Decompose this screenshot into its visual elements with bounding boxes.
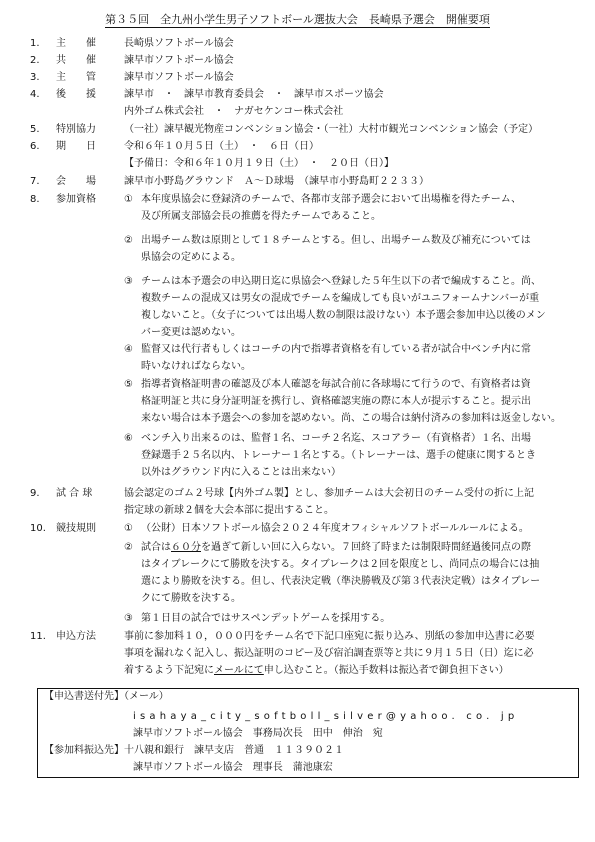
eligibility-2-line2: 県協会の定めによる。 [141,252,241,263]
eligibility-6-line2: 登録選手２５名以内、トレーナー１名とする。（トレーナーは、選手の健康に関するとき [141,450,536,461]
eligibility-4: ④ 監督又は代行者もしくはコーチの内で指導者資格を有している者が試合中ベンチ内に常 [124,344,531,355]
item-sponsors: 4. 後 援 諫早市 ・ 諫早市教育委員会 ・ 諫早市スポーツ協会 [30,89,384,100]
eligibility-3-line2: 複数チームの混成又は男女の混成でチームを編成しても良いがユニフォームナンバーが重 [141,293,540,304]
item-application-line2: 事項を漏れなく記入し、振込証明のコピー及び宿泊調査票等と共に９月１５日（日）迄に必 [124,648,534,659]
eligibility-3-line4: バー変更は認めない。 [141,327,241,338]
rule-3: ③ 第１日目の試合ではサスペンデットゲームを採用する。 [124,613,391,624]
item-sponsors-line2: 内外ゴム株式会社 ・ ナガセケンコー株式会社 [124,106,344,117]
rule-2-line3: 選により勝敗を決する。但し、代表決定戦（準決勝戦及び第３代表決定戦）はタイブレー [141,576,541,587]
item-application-line3: 着するよう下記宛にメールにて申し込むこと。（振込手数料は振込者で御負担下さい） [124,665,509,676]
send-recipient: 諫早市ソフトボール協会 事務局次長 田中 伸治 宛 [133,728,383,739]
item-dates: 6. 期 日 令和６年１０月５日（土） ・ ６日（日） [30,141,319,152]
eligibility-6-line3: 以外はグラウンド内に入ることは出来ない） [141,467,341,478]
item-venue: 7. 会 場 諫早市小野島グラウンド Ａ～Ｄ球場 （諫早市小野島町２２３３） [30,176,429,187]
eligibility-5-line2: 格証明証と共に身分証明証を携行し、資格確認実施の際に本人が提示すること。提示出 [141,396,531,407]
rule-2: ② 試合は６０分を過ぎて新しい回に入らない。７回終了時または制限時間経過後同点の際 [124,542,531,553]
eligibility-2: ② 出場チーム数は原則として１８チームとする。但し、出場チーム数及び補充については [124,235,531,246]
item-special-cooperation: 5. 特別協力 （一社）諫早観光物産コンベンション協会・（一社）大村市観光コンベンション協会（予定） [30,124,539,135]
item-game-ball: 9. 試 合 球 協会認定のゴム２号球【内外ゴム製】とし、参加チームは大会初日のチーム受付の折に上記 [30,488,534,499]
contact-email[interactable]: isahaya_city_softboll_silver@yahoo. co. jp [133,711,519,722]
contact-box [37,688,579,778]
item-rules: 10. 競技規則 ① （公財）日本ソフトボール協会２０２４年度オフィシャルソフトボールルールによる。 [30,523,529,534]
item-management: 3. 主 管 諫早市ソフトボール協会 [30,72,234,83]
rule-2-line2: はタイブレークにて勝敗を決する。タイブレークは２回を限度とし、尚同点の場合には抽 [141,559,540,570]
time-limit: ６０分 [171,542,201,553]
item-game-ball-line2: 指定球の新球２個を大会本部に提出すること。 [124,505,334,516]
eligibility-5-line3: 来ない場合は本予選会への参加を認めない。尚、この場合は納付済みの参加料は返金しない。 [141,413,561,424]
item-eligibility: 8. 参加資格 ① 本年度県協会に登録済のチームで、各都市支部予選会において出場権を得たチーム、 [30,194,522,205]
eligibility-6: ⑥ ベンチ入り出来るのは、監督１名、コーチ２名迄、スコアラー（有資格者）１名、出場 [124,433,531,444]
item-organizer: 1. 主 催 長崎県ソフトボール協会 [30,38,234,49]
item-co-organizer: 2. 共 催 諫早市ソフトボール協会 [30,55,234,66]
rule-2-line4: クにて勝敗を決する。 [141,593,241,604]
email-method: メールにて [214,665,264,676]
eligibility-3-line3: 複しないこと。（女子については出場人数の制限は設けない）本予選会参加申込以後のメン [141,310,546,321]
fee-transfer: 【参加料振込先】十八親和銀行 諫早支店 普通 １１３９０２１ [44,745,344,756]
item-reserve-dates: 【予備日：令和６年１０月１９日（土） ・ ２０日（日）】 [124,158,394,169]
document-title: 第３５回 全九州小学生男子ソフトボール選抜大会 長崎県予選会 開催要項 [105,13,490,26]
send-label: 【申込書送付先】（メール） [44,691,169,702]
eligibility-5: ⑤ 指導者資格証明書の確認及び本人確認を毎試合前に各球場にて行うので、有資格者は資 [124,379,531,390]
eligibility-1-line2: 及び所属支部協会長の推薦を得たチームであること。 [141,211,381,222]
eligibility-3: ③ チームは本予選会の申込期日迄に県協会へ登録した５年生以下の者で編成すること。尚、 [124,276,541,287]
fee-recipient: 諫早市ソフトボール協会 理事長 蒲池康宏 [133,762,333,773]
item-application: 11. 申込方法 事前に参加料１０，０００円をチーム名で下記口座宛に振り込み、別紙の参加申込書に必要 [30,631,535,642]
eligibility-4-line2: 時いなければならない。 [141,361,251,372]
